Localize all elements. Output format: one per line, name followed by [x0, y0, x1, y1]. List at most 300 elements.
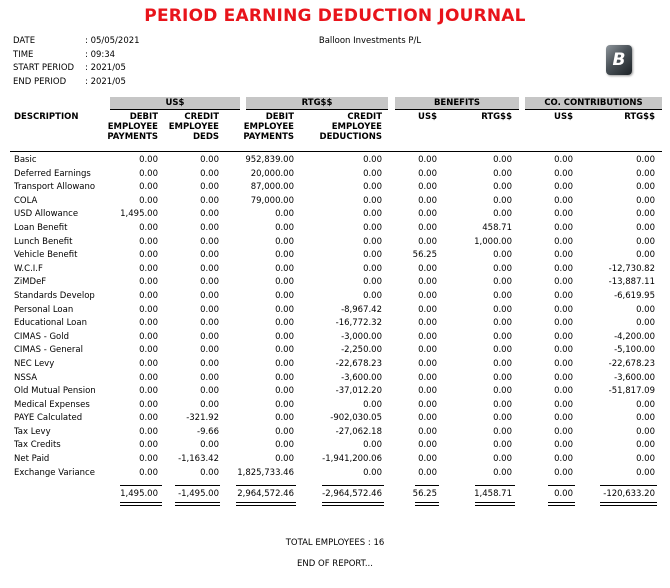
report-title: PERIOD EARNING DEDUCTION JOURNAL — [144, 6, 526, 26]
row-amount: 0.00 — [554, 372, 573, 383]
row-amount: 0.00 — [418, 304, 437, 315]
row-amount: 0.00 — [493, 440, 512, 451]
row-amount: 0.00 — [418, 182, 437, 193]
row-amount: 0.00 — [418, 440, 437, 451]
row-amount: 0.00 — [139, 182, 158, 193]
table-row — [0, 426, 670, 440]
row-amount: 0.00 — [418, 318, 437, 329]
table-row — [0, 399, 670, 413]
row-amount: 0.00 — [554, 155, 573, 165]
row-amount: 0.00 — [200, 399, 219, 410]
table-row — [0, 331, 670, 345]
row-amount: 0.00 — [636, 467, 655, 478]
row-amount: 0.00 — [275, 345, 294, 356]
row-amount: 0.00 — [554, 168, 573, 179]
row-amount: -2,250.00 — [341, 345, 382, 356]
row-amount: 0.00 — [493, 277, 512, 288]
row-amount: 0.00 — [200, 304, 219, 315]
row-amount: 0.00 — [275, 222, 294, 233]
row-amount: 0.00 — [139, 250, 158, 261]
table-row — [0, 290, 670, 304]
row-amount: 0.00 — [139, 155, 158, 165]
row-description: NEC Levy — [14, 358, 55, 369]
table-row — [0, 344, 670, 358]
totals-row — [0, 488, 670, 500]
row-amount: 0.00 — [493, 358, 512, 369]
header-line: DEBIT — [265, 112, 294, 122]
row-amount: 0.00 — [139, 304, 158, 315]
row-amount: 0.00 — [200, 372, 219, 383]
row-amount: 0.00 — [200, 155, 219, 165]
row-amount: 0.00 — [200, 277, 219, 288]
row-amount: 0.00 — [493, 413, 512, 424]
table-row — [0, 385, 670, 399]
total-double-rule — [322, 505, 384, 506]
row-amount: 0.00 — [275, 236, 294, 247]
row-amount: 0.00 — [418, 263, 437, 274]
row-amount: 0.00 — [636, 304, 655, 315]
table-row — [0, 195, 670, 209]
row-amount: -321.92 — [186, 413, 219, 424]
row-description: Exchange Variance — [14, 467, 95, 478]
row-amount: 0.00 — [275, 209, 294, 220]
report-meta — [13, 36, 140, 90]
row-amount: 0.00 — [493, 209, 512, 220]
row-amount: 0.00 — [363, 290, 382, 301]
meta-value: : 2021/05 — [85, 63, 126, 74]
row-amount: 0.00 — [418, 386, 437, 397]
row-amount: 0.00 — [418, 290, 437, 301]
row-description: Basic — [14, 155, 37, 165]
total-rule — [322, 485, 384, 486]
row-amount: 0.00 — [554, 222, 573, 233]
row-amount: 0.00 — [363, 467, 382, 478]
table-row — [0, 358, 670, 372]
row-amount: 0.00 — [200, 345, 219, 356]
row-amount: 0.00 — [493, 182, 512, 193]
row-amount: -27,062.18 — [335, 426, 382, 437]
row-amount: 0.00 — [493, 372, 512, 383]
meta-value: : 2021/05 — [85, 76, 126, 87]
row-amount: -5,100.00 — [614, 345, 655, 356]
row-description: Loan Benefit — [14, 222, 68, 233]
total-double-rule — [236, 505, 296, 506]
row-amount: -3,000.00 — [341, 331, 382, 342]
row-amount: 0.00 — [275, 413, 294, 424]
row-amount: 0.00 — [200, 386, 219, 397]
total-double-rule — [475, 505, 515, 506]
row-amount: 0.00 — [363, 440, 382, 451]
row-amount: 0.00 — [139, 222, 158, 233]
row-amount: 0.00 — [418, 426, 437, 437]
row-amount: 0.00 — [418, 222, 437, 233]
row-amount: 0.00 — [139, 413, 158, 424]
row-amount: 0.00 — [139, 426, 158, 437]
row-amount: 87,000.00 — [250, 182, 294, 193]
row-amount: -12,730.82 — [608, 263, 655, 274]
total-rule — [548, 485, 575, 486]
header-benefits-usd: US$ — [418, 112, 437, 122]
row-amount: 0.00 — [139, 454, 158, 465]
row-amount: 0.00 — [554, 209, 573, 220]
row-amount: -3,600.00 — [614, 372, 655, 383]
row-amount: 56.25 — [412, 250, 437, 261]
row-amount: -6,619.95 — [614, 290, 655, 301]
row-amount: 0.00 — [493, 331, 512, 342]
row-amount: 0.00 — [200, 331, 219, 342]
row-amount: 0.00 — [363, 222, 382, 233]
meta-label: START PERIOD — [13, 63, 75, 74]
row-amount: 0.00 — [275, 358, 294, 369]
row-amount: 458.71 — [482, 222, 512, 233]
row-amount: 0.00 — [363, 168, 382, 179]
header-line: PAYMENTS — [243, 132, 294, 142]
total-rule — [175, 485, 220, 486]
row-amount: 20,000.00 — [250, 168, 294, 179]
group-benefits: BENEFITS — [395, 97, 519, 109]
row-amount: 0.00 — [139, 195, 158, 206]
group-rtgs: RTG$$ — [246, 97, 388, 109]
header-line: EMPLOYEE — [331, 122, 382, 132]
row-amount: 0.00 — [636, 209, 655, 220]
table-row — [0, 453, 670, 467]
header-line: CREDIT — [347, 112, 382, 122]
row-amount: 0.00 — [493, 250, 512, 261]
company-logo — [606, 45, 632, 75]
row-amount: 0.00 — [363, 209, 382, 220]
meta-label: TIME — [13, 49, 34, 60]
table-row — [0, 236, 670, 250]
row-amount: 0.00 — [275, 318, 294, 329]
row-amount: 952,839.00 — [245, 155, 294, 165]
row-amount: -1,163.42 — [178, 454, 219, 465]
row-amount: 0.00 — [200, 290, 219, 301]
header-line: CREDIT — [184, 112, 219, 122]
meta-start-period — [13, 63, 140, 77]
row-amount: 0.00 — [363, 182, 382, 193]
total-amount: -120,633.20 — [603, 489, 655, 499]
row-amount: 0.00 — [139, 236, 158, 247]
row-amount: 0.00 — [200, 250, 219, 261]
divider — [395, 109, 519, 110]
end-of-report: END OF REPORT... — [297, 559, 373, 569]
row-amount: 0.00 — [418, 467, 437, 478]
row-amount: 0.00 — [139, 345, 158, 356]
meta-date — [13, 36, 140, 50]
row-amount: 0.00 — [363, 155, 382, 165]
row-amount: 0.00 — [554, 263, 573, 274]
total-double-rule — [475, 502, 515, 503]
row-amount: 0.00 — [275, 250, 294, 261]
row-description: Deferred Earnings — [14, 168, 91, 179]
table-row — [0, 181, 670, 195]
row-amount: 0.00 — [554, 358, 573, 369]
company-name: Balloon Investments P/L — [318, 36, 422, 46]
row-amount: 0.00 — [636, 168, 655, 179]
row-amount: 0.00 — [554, 236, 573, 247]
total-rule — [415, 485, 439, 486]
row-amount: -51,817.09 — [608, 386, 655, 397]
row-amount: 0.00 — [418, 345, 437, 356]
row-amount: 0.00 — [139, 467, 158, 478]
row-description: USD Allowance — [14, 209, 79, 220]
total-double-rule — [600, 505, 657, 506]
total-double-rule — [175, 505, 220, 506]
row-amount: 0.00 — [636, 182, 655, 193]
total-amount: -2,964,572.46 — [322, 489, 382, 499]
total-amount: 1,458.71 — [474, 489, 512, 499]
row-amount: 0.00 — [636, 155, 655, 165]
row-amount: 0.00 — [363, 277, 382, 288]
row-amount: 0.00 — [200, 209, 219, 220]
row-amount: 0.00 — [275, 440, 294, 451]
row-amount: 0.00 — [275, 372, 294, 383]
header-benefits-rtgs: RTG$$ — [481, 112, 512, 122]
header-line: DEDS — [192, 132, 219, 142]
row-amount: 0.00 — [418, 277, 437, 288]
total-double-rule — [175, 502, 220, 503]
table-row — [0, 208, 670, 222]
row-description: PAYE Calculated — [14, 413, 83, 424]
row-amount: 0.00 — [139, 277, 158, 288]
table-row — [0, 304, 670, 318]
header-line: EMPLOYEE — [107, 122, 158, 132]
row-amount: 0.00 — [200, 222, 219, 233]
row-amount: 0.00 — [554, 426, 573, 437]
row-amount: 0.00 — [139, 168, 158, 179]
table-row — [0, 412, 670, 426]
table-row — [0, 168, 670, 182]
row-amount: 0.00 — [554, 182, 573, 193]
row-amount: 0.00 — [363, 236, 382, 247]
row-amount: 0.00 — [275, 290, 294, 301]
journal-table — [0, 154, 670, 480]
total-employees: TOTAL EMPLOYEES : 16 — [285, 538, 385, 548]
row-amount: 0.00 — [554, 413, 573, 424]
row-description: Transport Allowano — [14, 182, 96, 193]
table-row — [0, 249, 670, 263]
total-rule — [600, 485, 657, 486]
row-amount: -1,941,200.06 — [322, 454, 382, 465]
total-rule — [120, 485, 162, 486]
row-amount: -4,200.00 — [614, 331, 655, 342]
row-amount: 0.00 — [139, 290, 158, 301]
row-amount: 1,495.00 — [120, 209, 158, 220]
row-amount: 0.00 — [418, 168, 437, 179]
table-row — [0, 222, 670, 236]
row-amount: 0.00 — [493, 318, 512, 329]
row-amount: 0.00 — [200, 358, 219, 369]
total-double-rule — [236, 502, 296, 503]
row-description: Net Paid — [14, 454, 50, 465]
total-amount: 1,495.00 — [120, 489, 158, 499]
total-amount: 56.25 — [412, 489, 437, 499]
row-amount: 0.00 — [418, 236, 437, 247]
row-amount: 0.00 — [139, 440, 158, 451]
row-amount: 0.00 — [493, 426, 512, 437]
meta-value: : 05/05/2021 — [85, 36, 140, 46]
row-amount: 0.00 — [493, 263, 512, 274]
table-row — [0, 372, 670, 386]
row-description: Vehicle Benefit — [14, 250, 78, 261]
row-amount: 0.00 — [275, 277, 294, 288]
logo-letter: B — [612, 50, 626, 70]
row-amount: -9.66 — [197, 426, 219, 437]
row-amount: 0.00 — [554, 399, 573, 410]
row-amount: 0.00 — [554, 290, 573, 301]
table-row — [0, 154, 670, 168]
header-line: DEBIT — [129, 112, 158, 122]
total-rule — [236, 485, 296, 486]
row-amount: 0.00 — [636, 250, 655, 261]
row-amount: 1,825,733.46 — [237, 467, 294, 478]
header-line: EMPLOYEE — [168, 122, 219, 132]
table-row — [0, 317, 670, 331]
row-amount: 0.00 — [275, 331, 294, 342]
header-divider — [10, 151, 662, 152]
total-rule — [475, 485, 515, 486]
row-amount: 0.00 — [554, 331, 573, 342]
header-line: EMPLOYEE — [243, 122, 294, 132]
row-amount: 0.00 — [363, 399, 382, 410]
row-amount: 0.00 — [554, 454, 573, 465]
row-amount: 0.00 — [493, 155, 512, 165]
row-amount: 0.00 — [554, 440, 573, 451]
header-usd-credit — [160, 112, 219, 142]
row-description: Educational Loan — [14, 318, 87, 329]
meta-time — [13, 50, 140, 64]
row-amount: 0.00 — [139, 386, 158, 397]
total-double-rule — [322, 502, 384, 503]
row-amount: 0.00 — [493, 290, 512, 301]
row-amount: 0.00 — [554, 318, 573, 329]
divider — [246, 109, 388, 110]
row-amount: 0.00 — [636, 318, 655, 329]
row-amount: 0.00 — [418, 454, 437, 465]
meta-value: : 09:34 — [85, 49, 116, 60]
row-amount: -22,678.23 — [335, 358, 382, 369]
row-description: Medical Expenses — [14, 399, 90, 410]
row-description: ZiMDeF — [14, 277, 47, 288]
row-amount: 0.00 — [275, 454, 294, 465]
row-amount: 0.00 — [493, 399, 512, 410]
row-amount: 0.00 — [363, 263, 382, 274]
row-amount: 0.00 — [493, 386, 512, 397]
total-amount: 0.00 — [554, 489, 573, 499]
total-double-rule — [120, 505, 162, 506]
header-co-rtgs: RTG$$ — [624, 112, 655, 122]
row-amount: 1,000.00 — [474, 236, 512, 247]
row-description: Old Mutual Pension — [14, 386, 96, 397]
total-double-rule — [120, 502, 162, 503]
row-amount: 0.00 — [636, 454, 655, 465]
meta-label: DATE — [13, 36, 36, 46]
row-amount: 0.00 — [200, 263, 219, 274]
row-amount: -8,967.42 — [341, 304, 382, 315]
row-amount: 0.00 — [493, 454, 512, 465]
row-amount: 0.00 — [554, 386, 573, 397]
row-amount: 0.00 — [493, 467, 512, 478]
row-amount: 79,000.00 — [250, 195, 294, 206]
row-amount: -22,678.23 — [608, 358, 655, 369]
row-amount: -3,600.00 — [341, 372, 382, 383]
header-co-usd: US$ — [554, 112, 573, 122]
row-amount: 0.00 — [418, 331, 437, 342]
row-amount: 0.00 — [275, 426, 294, 437]
row-amount: 0.00 — [554, 345, 573, 356]
row-amount: 0.00 — [139, 331, 158, 342]
row-description: Tax Credits — [14, 440, 61, 451]
row-amount: 0.00 — [139, 263, 158, 274]
row-amount: 0.00 — [275, 263, 294, 274]
row-amount: 0.00 — [554, 277, 573, 288]
total-double-rule — [415, 502, 439, 503]
row-amount: -16,772.32 — [335, 318, 382, 329]
row-amount: 0.00 — [363, 250, 382, 261]
row-amount: 0.00 — [418, 399, 437, 410]
total-double-rule — [548, 502, 575, 503]
row-amount: 0.00 — [418, 372, 437, 383]
total-double-rule — [548, 505, 575, 506]
row-amount: 0.00 — [493, 304, 512, 315]
row-amount: 0.00 — [636, 413, 655, 424]
row-amount: -902,030.05 — [330, 413, 382, 424]
row-amount: 0.00 — [418, 195, 437, 206]
meta-end-period — [13, 77, 140, 91]
header-line: DEDUCTIONS — [319, 132, 382, 142]
row-amount: 0.00 — [275, 304, 294, 315]
row-amount: 0.00 — [418, 358, 437, 369]
header-usd-debit — [100, 112, 158, 142]
row-amount: 0.00 — [200, 168, 219, 179]
row-description: COLA — [14, 195, 38, 206]
row-description: W.C.I.F — [14, 263, 43, 274]
row-amount: 0.00 — [139, 358, 158, 369]
row-amount: -37,012.20 — [335, 386, 382, 397]
row-amount: 0.00 — [636, 399, 655, 410]
row-amount: 0.00 — [493, 168, 512, 179]
meta-label: END PERIOD — [13, 76, 67, 87]
row-amount: 0.00 — [636, 440, 655, 451]
row-amount: 0.00 — [200, 318, 219, 329]
row-amount: 0.00 — [418, 413, 437, 424]
row-amount: 0.00 — [139, 372, 158, 383]
row-amount: 0.00 — [636, 236, 655, 247]
row-description: CIMAS - General — [14, 345, 83, 356]
row-amount: -13,887.11 — [608, 277, 655, 288]
row-amount: 0.00 — [418, 209, 437, 220]
row-amount: 0.00 — [493, 195, 512, 206]
table-row — [0, 276, 670, 290]
table-row — [0, 467, 670, 481]
row-description: CIMAS - Gold — [14, 331, 70, 342]
row-amount: 0.00 — [275, 399, 294, 410]
row-description: Standards Develop — [14, 290, 95, 301]
group-usd: US$ — [110, 97, 240, 109]
row-amount: 0.00 — [554, 467, 573, 478]
row-amount: 0.00 — [200, 195, 219, 206]
table-row — [0, 439, 670, 453]
table-row — [0, 263, 670, 277]
row-amount: 0.00 — [636, 222, 655, 233]
row-amount: 0.00 — [636, 195, 655, 206]
row-description: Lunch Benefit — [14, 236, 73, 247]
total-amount: -1,495.00 — [178, 489, 219, 499]
group-co-contributions: CO. CONTRIBUTIONS — [525, 97, 662, 109]
row-amount: 0.00 — [554, 195, 573, 206]
row-amount: 0.00 — [554, 304, 573, 315]
row-amount: 0.00 — [636, 426, 655, 437]
